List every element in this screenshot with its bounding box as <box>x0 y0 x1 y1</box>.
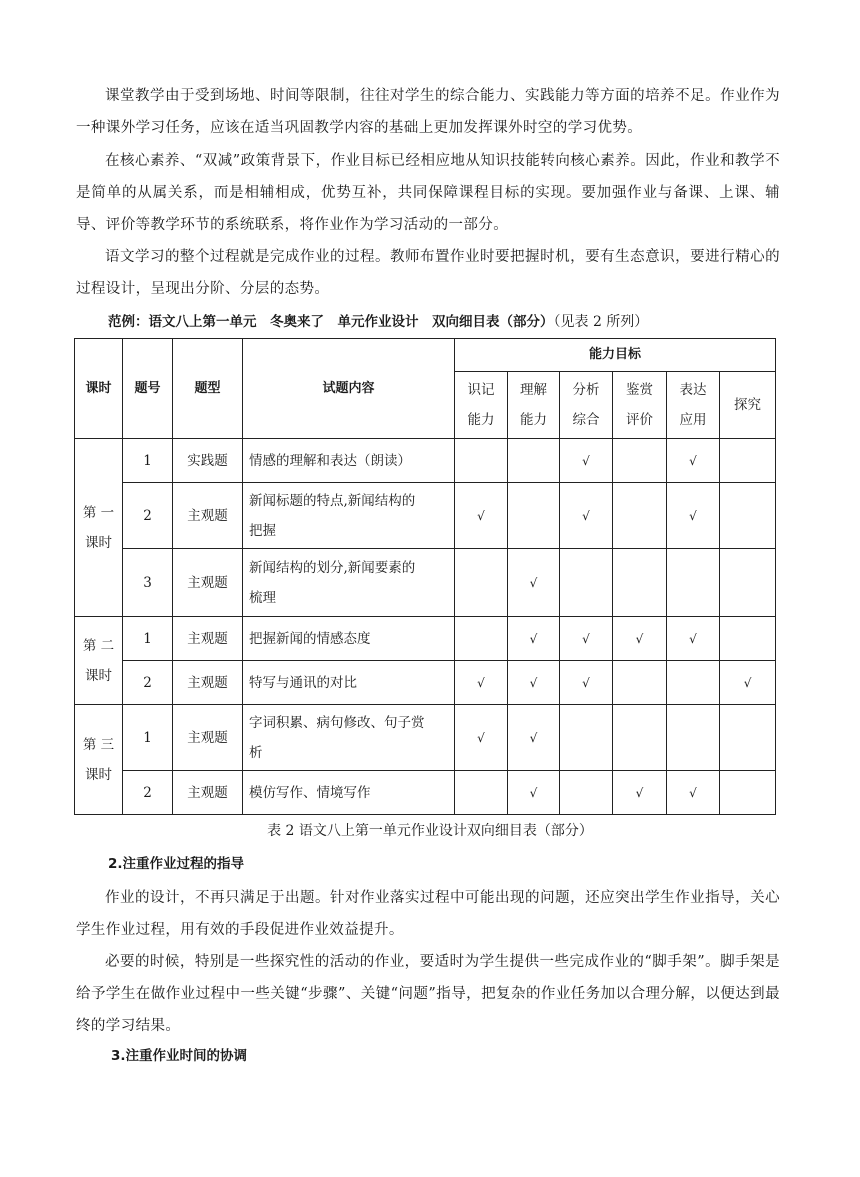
question-number: 2 <box>123 771 173 815</box>
ability-cell <box>455 439 508 483</box>
ability-cell <box>613 439 667 483</box>
ability-cell <box>720 617 776 661</box>
table-caption-bottom: 表 2 语文八上第一单元作业设计双向细目表（部分） <box>267 823 593 839</box>
intro-paragraph-2: 在核心素养、“双减”政策背景下，作业目标已经相应地从知识技能转向核心素养。因此，作业和教学不是简单的从属关系，而是相辅相成，优势互补，共同保障课程目标的实现。要加强作业与备课、上课、辅导、评价等教学环节的系统联系，将作业作为学习活动的一部分。 <box>76 153 780 233</box>
question-number: 2 <box>123 483 173 549</box>
intro-paragraph-1: 课堂教学由于受到场地、时间等限制，往往对学生的综合能力、实践能力等方面的培养不足。作业作为一种课外学习任务，应该在适当巩固教学内容的基础上更加发挥课外时空的学习优势。 <box>76 88 780 136</box>
ability-cell <box>455 483 508 549</box>
ability-cell <box>560 549 613 617</box>
table-row <box>75 617 776 661</box>
ability-cell <box>508 771 560 815</box>
header-ability-4 <box>667 372 720 439</box>
header-ability-1 <box>508 372 560 439</box>
header-ability-line2: 应用 <box>679 412 707 428</box>
question-type: 主观题 <box>173 617 243 661</box>
table-caption-top <box>108 310 648 334</box>
ability-cell <box>667 705 720 771</box>
section-3-heading: 3.注重作业时间的协调 <box>111 1048 248 1064</box>
lesson-label: 第 一 <box>82 504 115 521</box>
question-number: 1 <box>123 617 173 661</box>
question-type: 实践题 <box>173 439 243 483</box>
question-number: 1 <box>123 439 173 483</box>
lesson-cell <box>75 439 123 617</box>
ability-cell <box>613 771 667 815</box>
ability-cell <box>508 661 560 705</box>
check-mark-icon: √ <box>689 508 697 523</box>
check-mark-icon: √ <box>689 453 697 468</box>
header-ability-5 <box>720 372 776 439</box>
table-row <box>75 549 776 617</box>
header-ability-line2: 能力 <box>467 412 495 428</box>
question-content-line: 析 <box>249 744 263 761</box>
question-type: 主观题 <box>173 483 243 549</box>
header-ability-line1: 鉴赏 <box>626 382 653 398</box>
ability-cell <box>455 661 508 705</box>
question-content-line: 把握新闻的情感态度 <box>249 630 371 647</box>
question-content <box>243 705 455 771</box>
ability-cell <box>560 771 613 815</box>
check-mark-icon: √ <box>689 631 697 646</box>
question-content <box>243 661 455 705</box>
question-content <box>243 549 455 617</box>
ability-cell <box>455 771 508 815</box>
lesson-label: 课时 <box>85 667 112 684</box>
question-content-line: 把握 <box>249 522 276 539</box>
question-content <box>243 483 455 549</box>
question-content-line: 情感的理解和表达（朗读） <box>249 452 411 469</box>
ability-cell <box>720 661 776 705</box>
question-type: 主观题 <box>173 549 243 617</box>
ability-cell <box>613 705 667 771</box>
question-type: 主观题 <box>173 661 243 705</box>
question-number: 1 <box>123 705 173 771</box>
question-type: 主观题 <box>173 705 243 771</box>
check-mark-icon: √ <box>529 631 538 646</box>
question-content-line: 字词积累、病句修改、句子赏 <box>249 714 425 731</box>
ability-cell <box>560 483 613 549</box>
question-number: 2 <box>123 661 173 705</box>
header-ability-line1: 探究 <box>734 397 762 413</box>
ability-cell <box>667 617 720 661</box>
check-mark-icon: √ <box>477 675 485 690</box>
ability-cell <box>508 483 560 549</box>
section-2-paragraph-1: 作业的设计，不再只满足于出题。针对作业落实过程中可能出现的问题，还应突出学生作业指导，关心学生作业过程，用有效的手段促进作业效益提升。 <box>76 890 780 938</box>
table-row <box>75 771 776 815</box>
ability-cell <box>613 483 667 549</box>
ability-cell <box>455 705 508 771</box>
ability-cell <box>560 661 613 705</box>
header-number: 题号 <box>123 339 173 439</box>
ability-cell <box>613 661 667 705</box>
ability-cell <box>667 439 720 483</box>
question-content-line: 梳理 <box>249 589 276 606</box>
ability-cell <box>508 617 560 661</box>
question-content <box>243 617 455 661</box>
lesson-label: 课时 <box>85 766 112 783</box>
lesson-cell <box>75 617 123 705</box>
question-content-line: 模仿写作、情境写作 <box>249 784 371 801</box>
check-mark-icon: √ <box>582 453 590 468</box>
table-row <box>75 439 776 483</box>
ability-cell <box>720 483 776 549</box>
header-lesson: 课时 <box>75 339 123 439</box>
table-row <box>75 483 776 549</box>
ability-cell <box>720 771 776 815</box>
check-mark-icon: √ <box>477 730 485 745</box>
intro-paragraph-3: 语文学习的整个过程就是完成作业的过程。教师布置作业时要把握时机，要有生态意识，要进行精心的过程设计，呈现出分阶、分层的态势。 <box>76 249 780 297</box>
check-mark-icon: √ <box>743 675 752 690</box>
section-2-paragraph-2: 必要的时候，特别是一些探究性的活动的作业，要适时为学生提供一些完成作业的“脚手架”。脚手架是给予学生在做作业过程中一些关键“步骤”、关键“问题”指导，把复杂的作业任务加以合理分解，以便达到最终的学习结果。 <box>76 954 780 1034</box>
ability-cell <box>455 617 508 661</box>
header-ability-line2: 评价 <box>626 412 653 428</box>
question-number: 3 <box>123 549 173 617</box>
header-content: 试题内容 <box>243 339 455 439</box>
lesson-label: 课时 <box>85 534 112 551</box>
ability-cell <box>720 705 776 771</box>
header-ability-line1: 理解 <box>520 382 547 398</box>
check-mark-icon: √ <box>529 785 538 800</box>
check-mark-icon: √ <box>582 508 590 523</box>
check-mark-icon: √ <box>477 508 485 523</box>
ability-cell <box>560 439 613 483</box>
ability-cell <box>508 705 560 771</box>
ability-cell <box>667 771 720 815</box>
check-mark-icon: √ <box>529 730 538 745</box>
ability-cell <box>667 483 720 549</box>
header-ability-line1: 识记 <box>467 382 495 398</box>
question-content-line: 新闻结构的划分,新闻要素的 <box>249 559 416 576</box>
ability-cell <box>667 549 720 617</box>
ability-cell <box>508 549 560 617</box>
ability-cell <box>720 549 776 617</box>
question-type: 主观题 <box>173 771 243 815</box>
specification-table <box>74 338 776 815</box>
question-content-line: 特写与通讯的对比 <box>249 674 357 691</box>
question-content-line: 新闻标题的特点,新闻结构的 <box>249 492 416 509</box>
table-caption-note: （见表 2 所列） <box>553 314 649 330</box>
header-ability-2 <box>560 372 613 439</box>
section-2-heading: 2.注重作业过程的指导 <box>108 856 245 872</box>
lesson-cell <box>75 705 123 815</box>
lesson-label: 第 三 <box>82 736 115 753</box>
header-type: 题型 <box>173 339 243 439</box>
table-row <box>75 705 776 771</box>
table-row <box>75 661 776 705</box>
ability-cell <box>508 439 560 483</box>
check-mark-icon: √ <box>689 785 697 800</box>
header-ability-line2: 综合 <box>572 412 600 428</box>
header-ability-goal: 能力目标 <box>455 339 776 372</box>
check-mark-icon: √ <box>529 675 538 690</box>
ability-cell <box>560 705 613 771</box>
ability-cell <box>720 439 776 483</box>
question-content <box>243 439 455 483</box>
question-content <box>243 771 455 815</box>
check-mark-icon: √ <box>582 631 590 646</box>
header-ability-0 <box>455 372 508 439</box>
ability-cell <box>667 661 720 705</box>
check-mark-icon: √ <box>582 675 590 690</box>
header-ability-line1: 分析 <box>572 382 600 398</box>
header-ability-3 <box>613 372 667 439</box>
ability-cell <box>613 617 667 661</box>
table-caption-bold: 范例：语文八上第一单元 冬奥来了 单元作业设计 双向细目表（部分） <box>108 314 554 330</box>
header-ability-line2: 能力 <box>520 412 547 428</box>
ability-cell <box>613 549 667 617</box>
check-mark-icon: √ <box>635 631 644 646</box>
check-mark-icon: √ <box>529 575 538 590</box>
check-mark-icon: √ <box>635 785 644 800</box>
lesson-label: 第 二 <box>82 637 115 654</box>
ability-cell <box>455 549 508 617</box>
ability-cell <box>560 617 613 661</box>
header-ability-line1: 表达 <box>679 382 707 398</box>
